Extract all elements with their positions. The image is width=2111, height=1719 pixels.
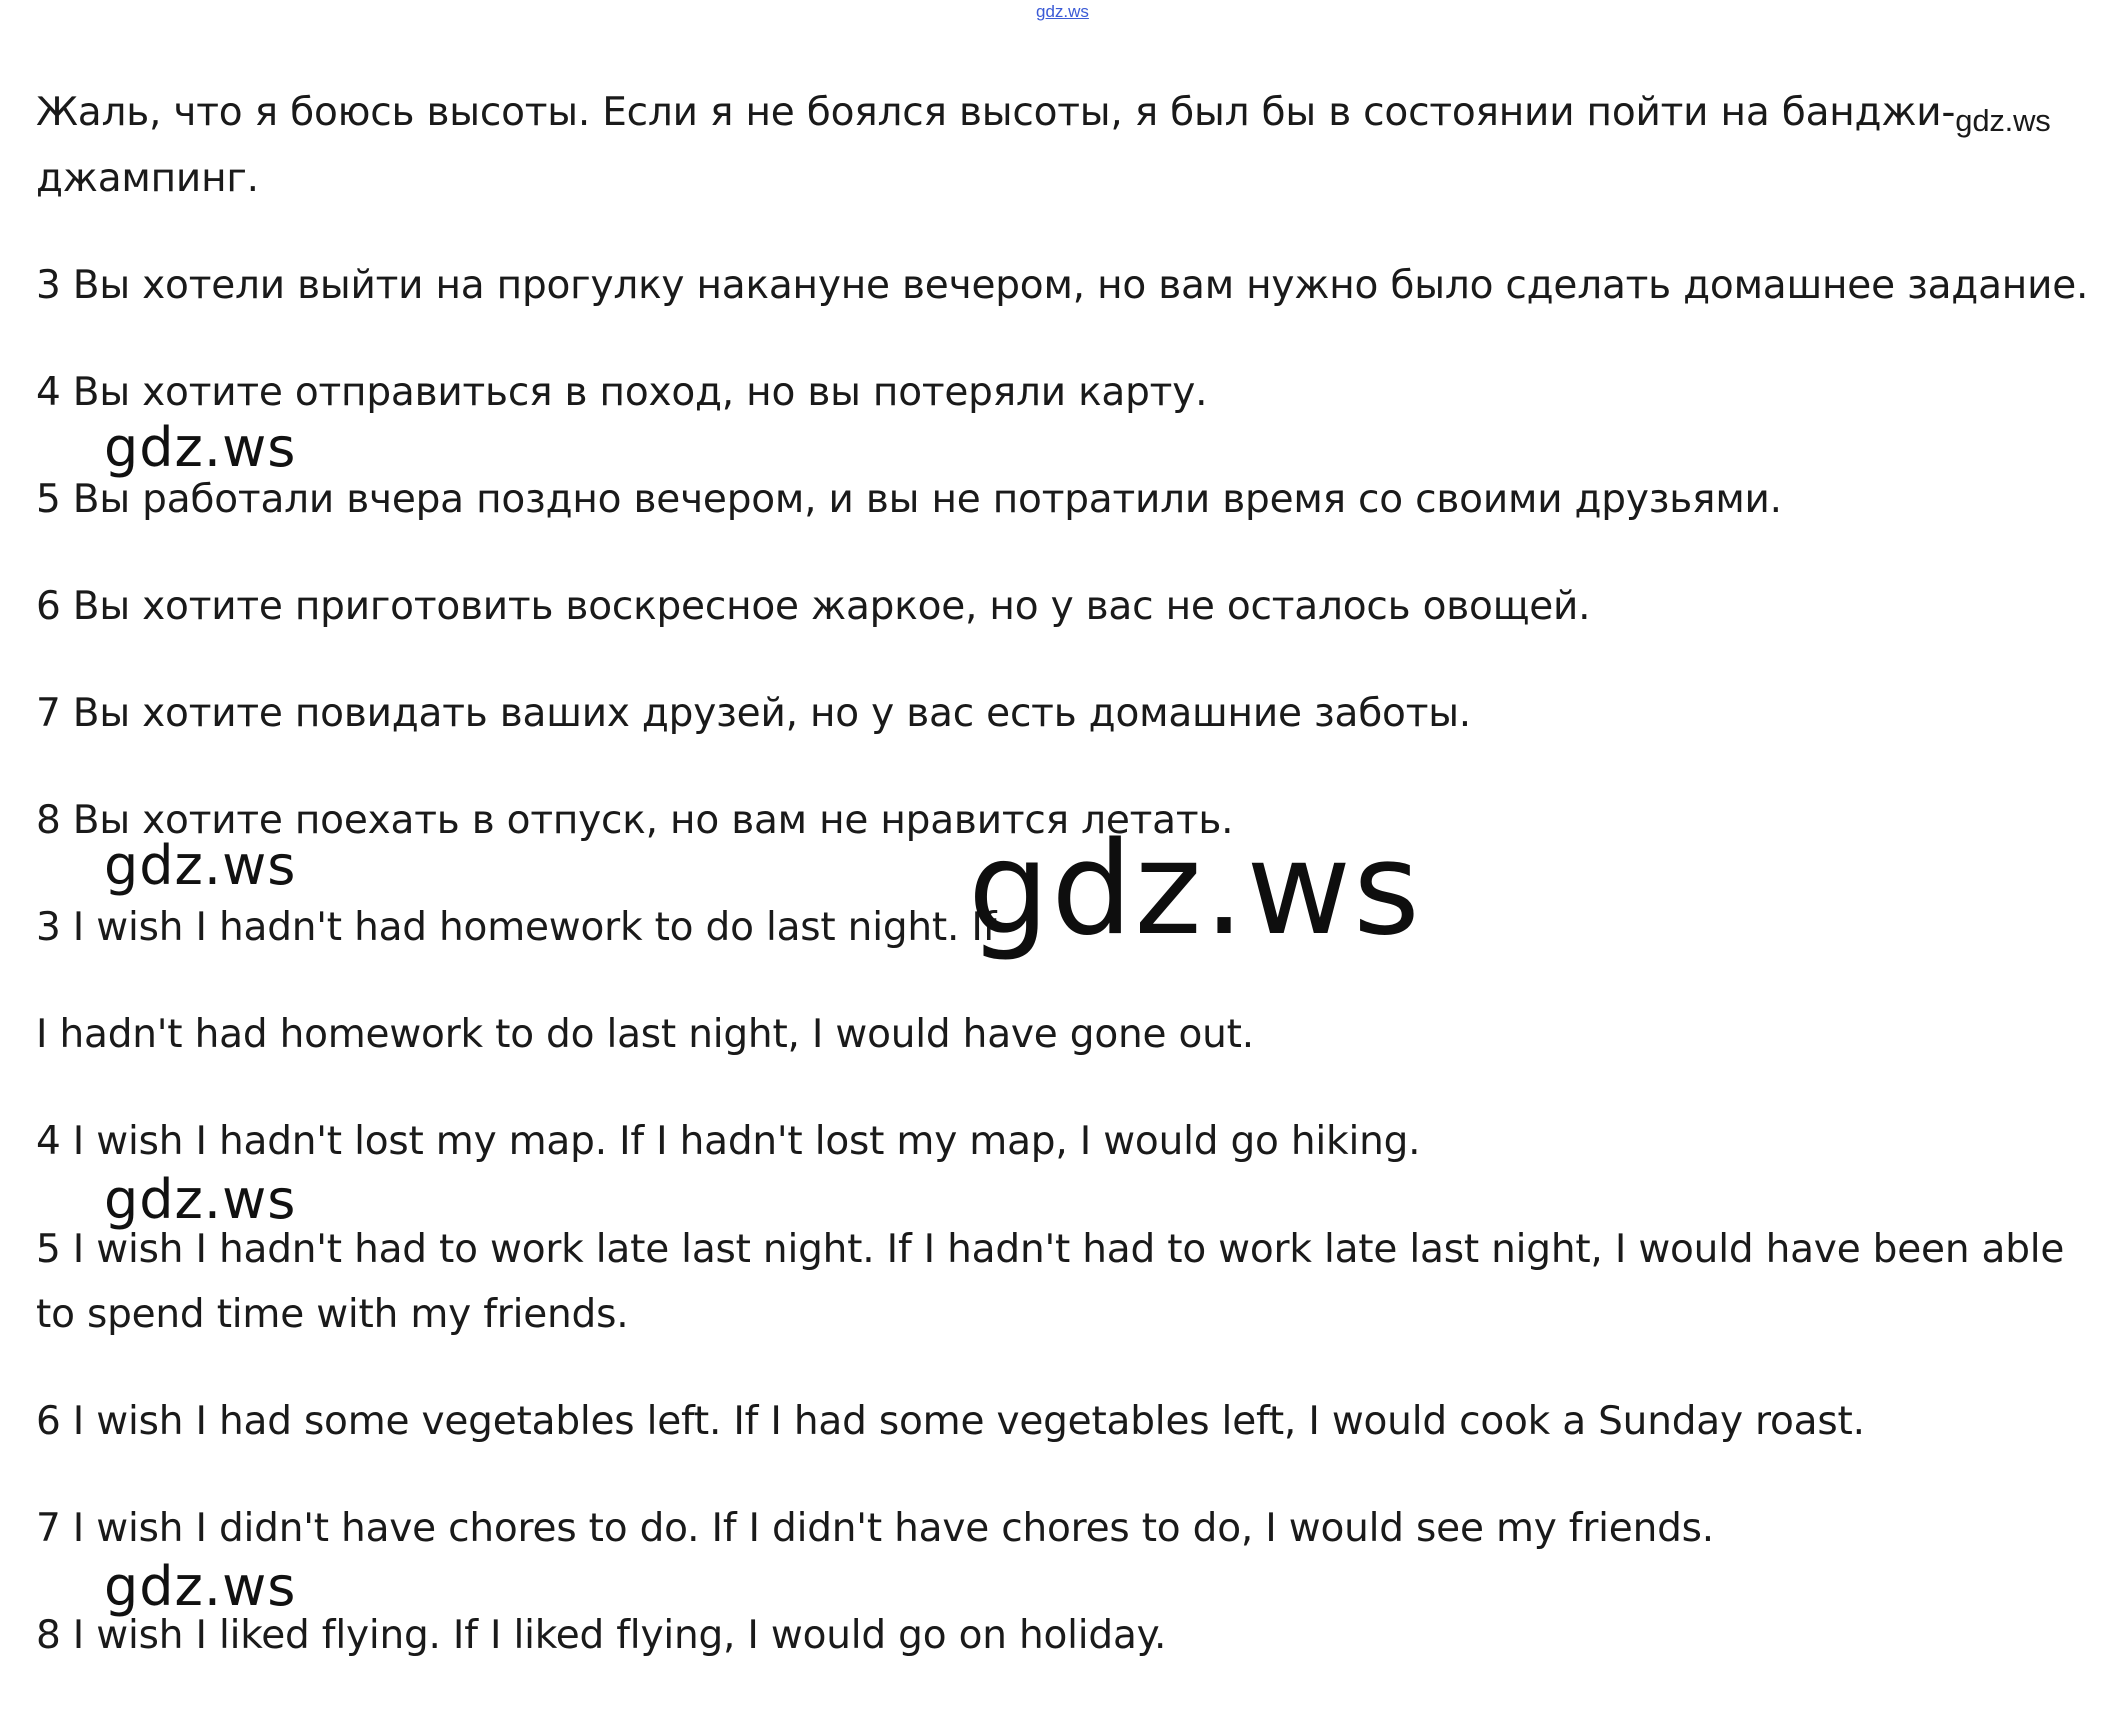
- en-item-3-cont: I hadn't had homework to do last night, I would have gone out.: [36, 1012, 1254, 1057]
- en-item-4: 4 I wish I hadn't lost my map. If I hadn't lost my map, I would go hiking.: [36, 1119, 1421, 1164]
- ru-item-8: 8 Вы хотите поехать в отпуск, но вам не нравится летать.: [36, 798, 1234, 843]
- ru-item-7: 7 Вы хотите повидать ваших друзей, но у вас есть домашние заботы.: [36, 691, 1472, 736]
- ru-line-1: [36, 90, 2051, 138]
- en-item-7: 7 I wish I didn't have chores to do. If I didn't have chores to do, I would see my friends.: [36, 1506, 1714, 1551]
- en-item-5: 5 I wish I hadn't had to work late last night. If I hadn't had to work late last night, I would have been able: [36, 1227, 2065, 1272]
- watermark-large: gdz.ws: [968, 815, 1422, 964]
- en-item-8: 8 I wish I liked flying. If I liked flying, I would go on holiday.: [36, 1613, 1167, 1658]
- watermark-4: gdz.ws: [104, 1555, 297, 1618]
- ru-line-1-text: Жаль, что я боюсь высоты. Если я не боялся высоты, я был бы в состоянии пойти на банджи-: [36, 90, 1956, 135]
- ru-item-5: 5 Вы работали вчера поздно вечером, и вы не потратили время со своими друзьями.: [36, 477, 1782, 522]
- ru-item-4: 4 Вы хотите отправиться в поход, но вы потеряли карту.: [36, 370, 1208, 415]
- ru-item-6: 6 Вы хотите приготовить воскресное жаркое, но у вас не осталось овощей.: [36, 584, 1591, 629]
- watermark-1: gdz.ws: [104, 416, 297, 479]
- en-item-6: 6 I wish I had some vegetables left. If I had some vegetables left, I would cook a Sunday roast.: [36, 1399, 1865, 1444]
- watermark-2: gdz.ws: [104, 834, 297, 897]
- top-watermark: gdz.ws: [1036, 2, 1089, 21]
- ru-line-1-cont: джампинг.: [36, 156, 259, 201]
- watermark-3: gdz.ws: [104, 1168, 297, 1231]
- ru-item-3: 3 Вы хотели выйти на прогулку накануне вечером, но вам нужно было сделать домашнее задание.: [36, 263, 2089, 308]
- inline-watermark: gdz.ws: [1955, 103, 2051, 138]
- en-item-3: 3 I wish I hadn't had homework to do last night. If: [36, 905, 997, 950]
- en-item-5-cont: to spend time with my friends.: [36, 1292, 629, 1337]
